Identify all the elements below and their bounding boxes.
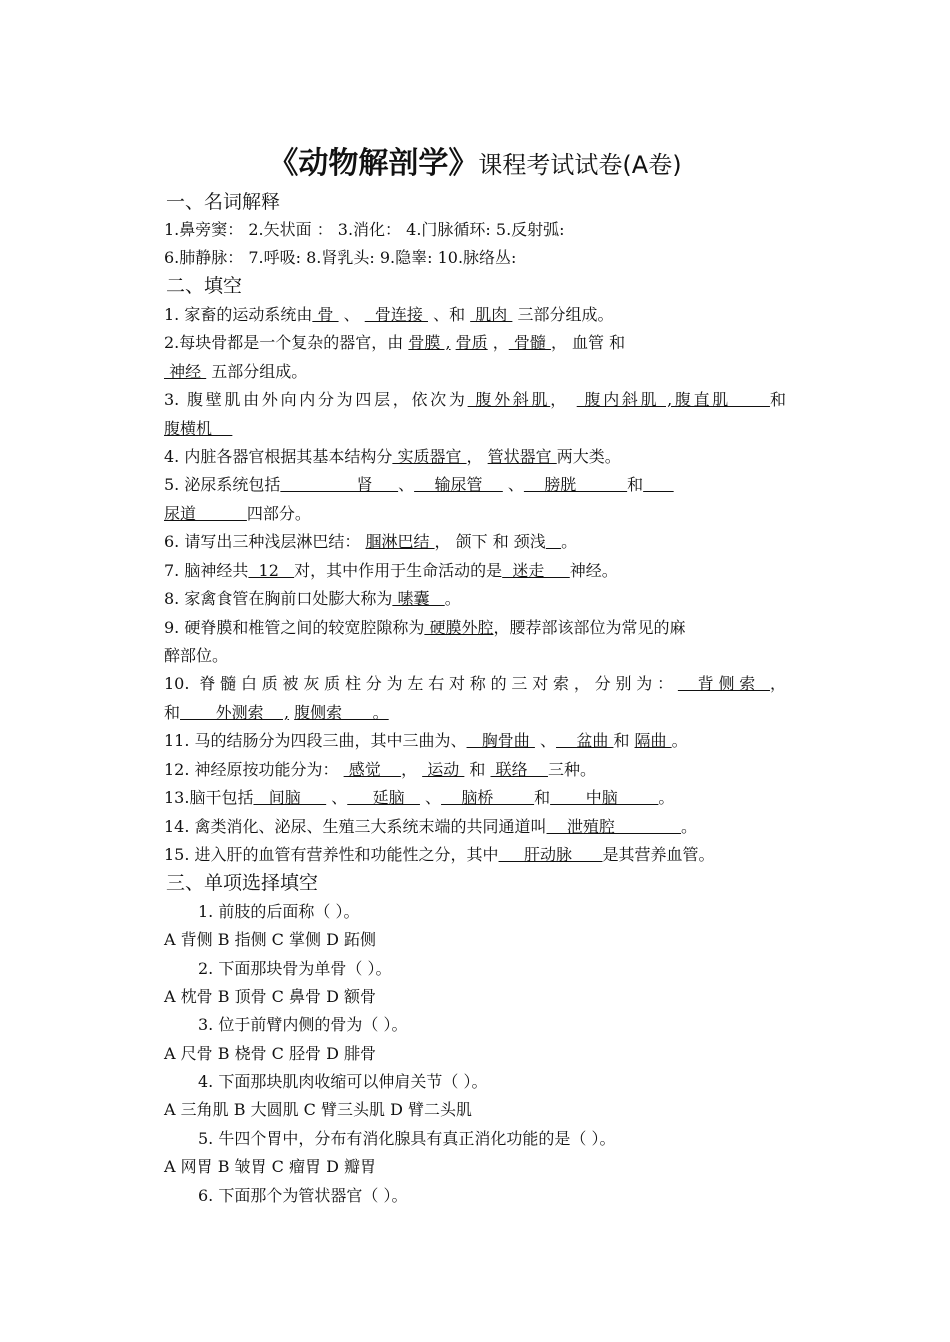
choice-options-2: A 枕骨 B 顶骨 C 鼻骨 D 额骨 (164, 987, 376, 1006)
choice-question-6: 6. 下面那个为管状器官（ ）。 (198, 1186, 408, 1205)
fill-question-11: 11. 马的结肠分为四段三曲，其中三曲为、 胸骨曲 、 盆曲 和 隔曲 。 (164, 731, 688, 750)
choice-options-5: A 网胃 B 皱胃 C 瘤胃 D 瓣胃 (164, 1157, 376, 1176)
fill-question-13: 13.脑干包括 间脑 、 延脑 、 脑桥 和 中脑 。 (164, 788, 675, 807)
fill-question-7: 7. 脑神经共 12 对，其中作用于生命活动的是 迷走 神经。 (164, 561, 618, 580)
choice-options-1: A 背侧 B 指侧 C 掌侧 D 跖侧 (164, 930, 376, 949)
fill-question-10-cont: 和 外测索 , 腹侧索 。 (164, 703, 389, 722)
title-main: 《动物解剖学》 (268, 146, 479, 181)
section-heading-terms: 一、名词解释 (166, 191, 281, 213)
fill-question-1: 1. 家畜的运动系统由 骨 、 骨连接 、和 肌肉 三部分组成。 (164, 305, 614, 324)
terms-line-1: 1.鼻旁窦： 2.矢状面 ： 3.消化： 4.门脉循环: 5.反射弧: (164, 220, 565, 239)
fill-question-3-cont: 腹横机 (164, 419, 233, 438)
fill-question-5: 5. 泌尿系统包括 肾 、 输尿管 、 膀胱 和 (164, 475, 644, 494)
choice-question-5: 5. 牛四个胃中，分布有消化腺具有真正消化功能的是（ ）。 (198, 1129, 616, 1148)
fill-question-8: 8. 家禽食管在胸前口处膨大称为 嗉囊 。 (164, 589, 461, 608)
section-heading-fill: 二、填空 (166, 275, 243, 297)
fill-question-6: 6. 请写出三种浅层淋巴结： 腘淋巴结 ， 颌下 和 颈浅 。 (164, 532, 578, 551)
fill-question-2-cont: 神经 五部分组成。 (164, 362, 308, 381)
choice-question-1: 1. 前肢的后面称（ ）。 (198, 902, 360, 921)
choice-question-2: 2. 下面那块骨为单骨（ ）。 (198, 959, 392, 978)
fill-question-2: 2.每块骨都是一个复杂的器官，由 骨膜 , 骨质 ， 骨髓 ， 血管 和 (164, 333, 626, 352)
fill-question-10: 10. 脊髓白质被灰质柱分为左右对称的三对索，分别为： 背侧索 ， (164, 674, 786, 693)
fill-question-5-cont: 尿道 四部分。 (164, 504, 311, 523)
choice-question-3: 3. 位于前臂内侧的骨为（ ）。 (198, 1015, 408, 1034)
fill-question-9: 9. 硬脊膜和椎管之间的较宽腔隙称为 硬膜外腔，腰荐部该部位为常见的麻 (164, 618, 686, 637)
fill-question-3: 3. 腹壁肌由外向内分为四层，依次为 腹外斜肌， 腹内斜肌 ,腹直肌 和 (164, 390, 786, 409)
title-sub: 课程考试试卷(A卷) (478, 151, 682, 179)
terms-line-2: 6.肺静脉： 7.呼吸: 8.肾乳头: 9.隐睾: 10.脉络丛: (164, 248, 517, 267)
fill-question-12: 12. 神经原按功能分为： 感觉 ， 运动 和 联络 三种。 (164, 760, 596, 779)
fill-question-14: 14. 禽类消化、泌尿、生殖三大系统末端的共同通道叫 泄殖腔 。 (164, 817, 698, 836)
fill-question-9-cont: 醉部位。 (164, 646, 229, 665)
section-heading-choice: 三、单项选择填空 (166, 872, 319, 894)
exam-title (0, 146, 950, 187)
choice-options-4: A 三角肌 B 大圆肌 C 臂三头肌 D 臂二头肌 (164, 1100, 472, 1119)
choice-options-3: A 尺骨 B 桡骨 C 胫骨 D 腓骨 (164, 1044, 376, 1063)
choice-question-4: 4. 下面那块肌肉收缩可以伸肩关节（ ）。 (198, 1072, 488, 1091)
fill-question-15: 15. 进入肝的血管有营养性和功能性之分，其中 肝动脉 是其营养血管。 (164, 845, 715, 864)
fill-question-4: 4. 内脏各器官根据其基本结构分 实质器官 ， 管状器官 两大类。 (164, 447, 621, 466)
